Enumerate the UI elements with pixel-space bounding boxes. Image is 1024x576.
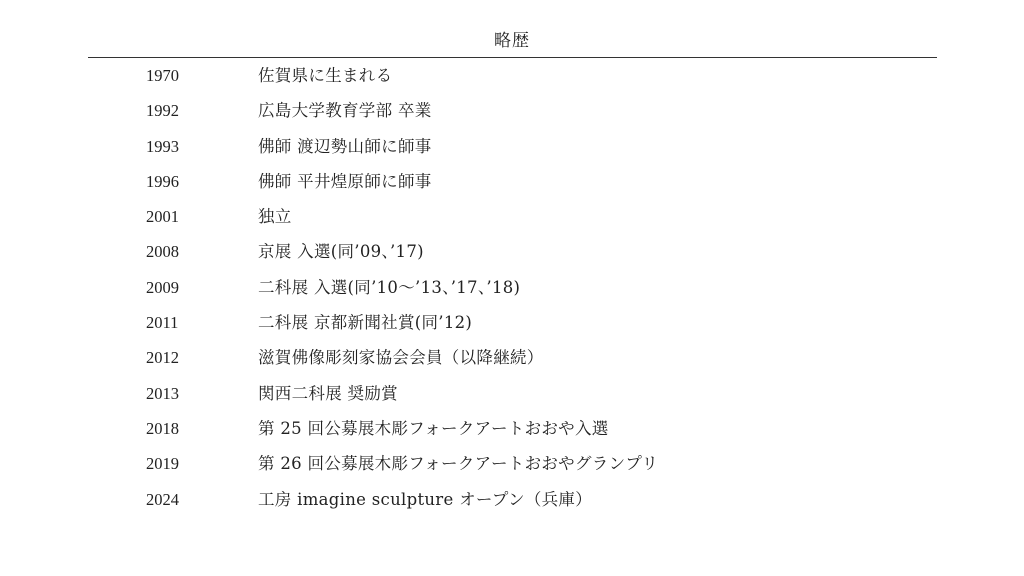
history-row — [0, 129, 1024, 164]
history-event: 二科展 入選(同’10〜’13、’17、’18) — [258, 277, 521, 297]
history-event: 佐賀県に生まれる — [258, 66, 393, 85]
history-row — [0, 482, 1024, 517]
history-year: 2008 — [146, 242, 179, 262]
history-event: 佛師 渡辺勢山師に師事 — [258, 136, 432, 156]
history-list — [0, 58, 1024, 517]
history-event: 第 26 回公募展木彫フォークアートおおやグランプリ — [258, 454, 659, 474]
history-year: 1970 — [146, 66, 179, 85]
history-row — [0, 376, 1024, 411]
history-year: 1996 — [146, 171, 179, 191]
history-year: 2018 — [146, 418, 179, 438]
page-title: 略歴 — [494, 31, 530, 51]
history-row — [0, 305, 1024, 340]
history-row — [0, 270, 1024, 305]
history-row — [0, 199, 1024, 234]
history-event: 滋賀佛像彫刻家協会会員（以降継続） — [258, 348, 544, 368]
history-row — [0, 411, 1024, 446]
history-event: 第 25 回公募展木彫フォークアートおおや入選 — [258, 418, 609, 438]
history-year: 2019 — [146, 454, 179, 474]
history-event: 佛師 平井煌原師に師事 — [258, 171, 432, 191]
history-event: 関西二科展 奨励賞 — [258, 383, 398, 403]
history-year: 1993 — [146, 136, 179, 156]
history-year: 1992 — [146, 101, 179, 121]
history-event: 広島大学教育学部 卒業 — [258, 101, 432, 121]
history-event: 独立 — [258, 207, 292, 227]
history-event: 京展 入選(同’09、’17) — [258, 242, 424, 262]
history-year: 2024 — [146, 489, 179, 509]
history-year: 2001 — [146, 207, 179, 227]
history-year: 2009 — [146, 277, 179, 297]
history-row — [0, 93, 1024, 128]
history-year: 2012 — [146, 348, 179, 368]
history-row — [0, 234, 1024, 269]
history-row — [0, 340, 1024, 375]
history-year: 2011 — [146, 313, 179, 333]
history-row — [0, 446, 1024, 481]
history-row — [0, 164, 1024, 199]
history-row — [0, 58, 1024, 93]
history-event: 工房 imagine sculpture オープン（兵庫） — [258, 489, 593, 509]
history-event: 二科展 京都新聞社賞(同’12) — [258, 313, 473, 333]
history-year: 2013 — [146, 383, 179, 403]
